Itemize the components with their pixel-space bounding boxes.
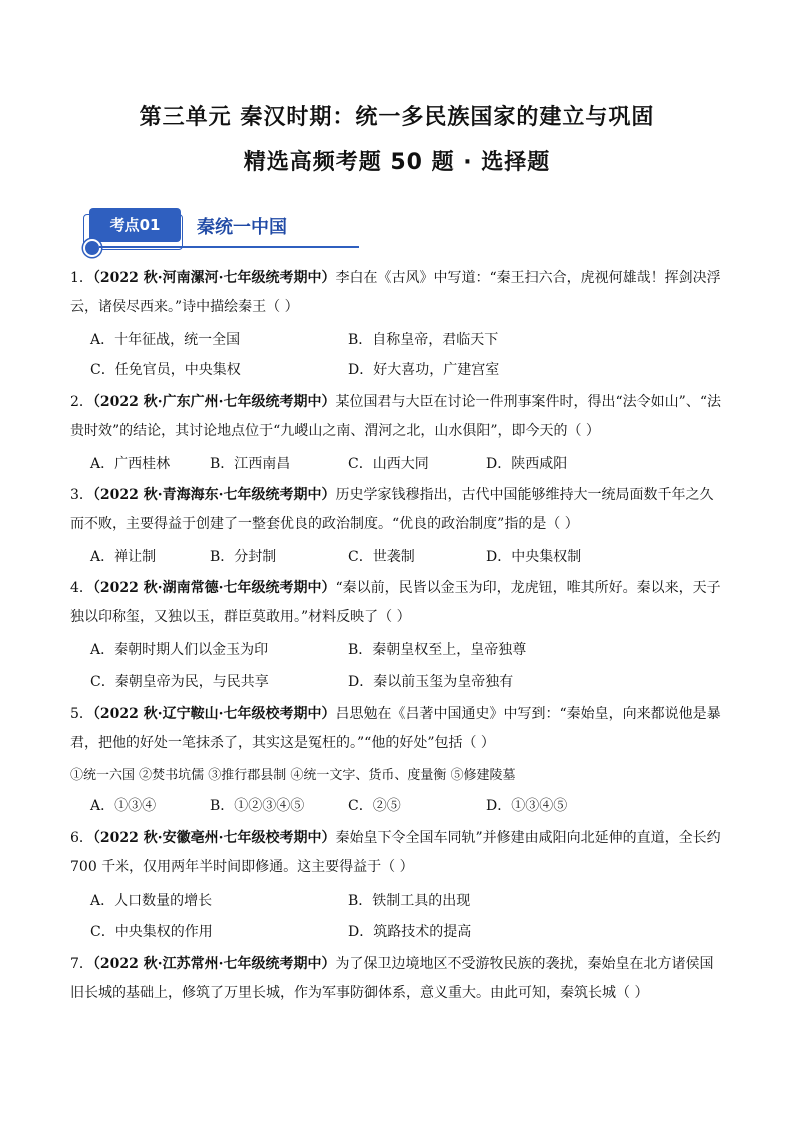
section-title: 秦统一中国 bbox=[197, 217, 287, 238]
option-d: D．①③④⑤ bbox=[486, 798, 568, 814]
question-source: （2022 秋·湖南常德·七年级统考期中） bbox=[92, 580, 336, 596]
question-stem: 李白在《古风》中写道：“秦王扫六合，虎视何雄哉！挥剑决浮云，诸侯尽西来。”诗中描绘秦王（ ） bbox=[70, 270, 721, 315]
question-5 bbox=[70, 700, 726, 758]
option-c: C．世袭制 bbox=[348, 549, 415, 565]
bullet-icon bbox=[83, 239, 101, 257]
option-d: D．筑路技术的提高 bbox=[348, 924, 472, 940]
statement-list: ①统一六国 ②焚书坑儒 ③推行郡县制 ④统一文字、货币、度量衡 ⑤修建陵墓 bbox=[70, 768, 516, 783]
option-c: C．中央集权的作用 bbox=[90, 924, 213, 940]
question-source: （2022 秋·江苏常州·七年级统考期中） bbox=[92, 956, 336, 972]
question-source: （2022 秋·辽宁鞍山·七年级校考期中） bbox=[92, 706, 336, 722]
option-d: D．秦以前玉玺为皇帝独有 bbox=[348, 674, 514, 690]
option-a: A．秦朝时期人们以金玉为印 bbox=[90, 642, 269, 658]
option-b: B．铁制工具的出现 bbox=[348, 893, 471, 909]
question-stem: 某位国君与大臣在讨论一件刑事案件时，得出“法令如山”、“法贵时效”的结论，其讨论地点位于“九嵕山之南、渭河之北，山水俱阳”，即今天的（ ） bbox=[70, 394, 721, 439]
option-b: B．自称皇帝，君临天下 bbox=[348, 332, 499, 348]
question-source: （2022 秋·河南漯河·七年级统考期中） bbox=[92, 270, 336, 286]
question-stem: “秦以前，民皆以金玉为印，龙虎钮，唯其所好。秦以来，天子独以印称玺，又独以玉，群臣莫敢用。”材料反映了（ ） bbox=[70, 580, 721, 625]
option-d: D．好大喜功，广建宫室 bbox=[348, 362, 500, 378]
question-source: （2022 秋·广东广州·七年级统考期中） bbox=[92, 394, 336, 410]
question-stem: 为了保卫边境地区不受游牧民族的袭扰，秦始皇在北方诸侯国旧长城的基础上，修筑了万里长城，作为军事防御体系，意义重大。由此可知，秦筑长城（ ） bbox=[70, 956, 714, 1001]
question-stem: 历史学家钱穆指出，古代中国能够维持大一统局面数千年之久而不败，主要得益于创建了一整套优良的政治制度。“优良的政治制度”指的是（ ） bbox=[70, 487, 714, 532]
option-a: A．广西桂林 bbox=[90, 456, 171, 472]
question-2 bbox=[70, 388, 726, 446]
question-number: 6． bbox=[70, 830, 93, 846]
question-7 bbox=[70, 950, 726, 1008]
section-underline bbox=[99, 246, 359, 248]
option-c: C．秦朝皇帝为民，与民共享 bbox=[90, 674, 269, 690]
question-number: 2． bbox=[70, 394, 93, 410]
question-3 bbox=[70, 481, 726, 539]
option-c: C．②⑤ bbox=[348, 798, 401, 814]
question-number: 7． bbox=[70, 956, 93, 972]
question-number: 5． bbox=[70, 706, 93, 722]
option-c: C．任免官员，中央集权 bbox=[90, 362, 241, 378]
question-1 bbox=[70, 264, 726, 322]
option-b: B．秦朝皇权至上，皇帝独尊 bbox=[348, 642, 527, 658]
option-b: B．江西南昌 bbox=[210, 456, 291, 472]
question-stem: 秦始皇下令全国车同轨”并修建由咸阳向北延伸的直道，全长约 700 千米，仅用两年半时间即修通。这主要得益于（ ） bbox=[70, 830, 721, 875]
question-6 bbox=[70, 824, 726, 882]
question-number: 3． bbox=[70, 487, 93, 503]
page-title: 第三单元 秦汉时期：统一多民族国家的建立与巩固 bbox=[139, 105, 655, 130]
option-a: A．十年征战，统一全国 bbox=[90, 332, 241, 348]
question-source: （2022 秋·青海海东·七年级统考期中） bbox=[92, 487, 336, 503]
section-tag: 考点01 bbox=[109, 216, 161, 234]
option-b: B．分封制 bbox=[210, 549, 277, 565]
option-a: A．人口数量的增长 bbox=[90, 893, 213, 909]
question-number: 4． bbox=[70, 580, 93, 596]
option-c: C．山西大同 bbox=[348, 456, 429, 472]
option-a: A．①③④ bbox=[90, 798, 157, 814]
question-source: （2022 秋·安徽亳州·七年级校考期中） bbox=[92, 830, 336, 846]
section-header bbox=[83, 208, 383, 256]
question-4 bbox=[70, 574, 726, 632]
page-subtitle: 精选高频考题 50 题 · 选择题 bbox=[243, 150, 551, 175]
option-d: D．陕西咸阳 bbox=[486, 456, 568, 472]
option-b: B．①②③④⑤ bbox=[210, 798, 305, 814]
option-a: A．禅让制 bbox=[90, 549, 157, 565]
question-stem: 吕思勉在《吕著中国通史》中写到：“秦始皇，向来都说他是暴君，把他的好处一笔抹杀了，其实这是冤枉的。”“他的好处”包括（ ） bbox=[70, 706, 721, 751]
option-d: D．中央集权制 bbox=[486, 549, 582, 565]
question-number: 1． bbox=[70, 270, 93, 286]
